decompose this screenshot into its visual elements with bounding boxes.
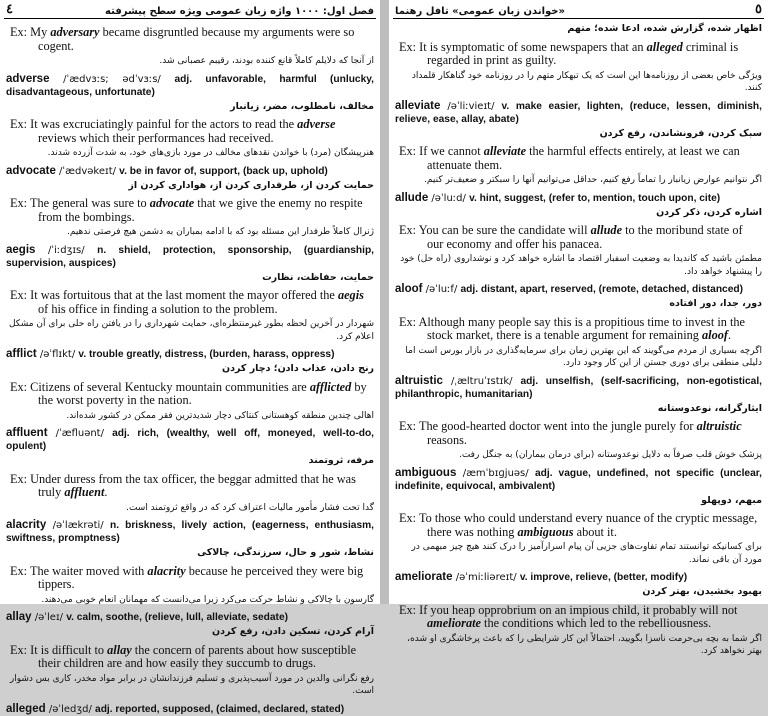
- example-sentence: [395, 316, 762, 343]
- example-text: reasons.: [427, 432, 467, 447]
- pronunciation: /æmˈbɪɡjuəs/: [456, 467, 535, 479]
- book-gutter: [380, 0, 389, 604]
- example-text: became disgruntled because my arguments were so cogent.: [38, 25, 355, 53]
- persian-definition: رنج دادن، عذاب دادن؛ دچار کردن: [221, 363, 374, 374]
- right-running-head: [393, 0, 764, 19]
- persian-definition: ایثارگرانه، نوعدوستانه: [657, 402, 762, 414]
- pronunciation: /əˈmiːliəreɪt/: [452, 572, 520, 583]
- right-page: [389, 0, 768, 656]
- example-label: Ex:: [10, 471, 31, 486]
- persian-translation: اگر نتوانیم عوارض زیانبار را تماماً رفع کنیم، حداقل می‌توانیم آنها را سبکتر و ضعیف‌تر کنیم.: [424, 175, 762, 185]
- persian-translation: برای کسانیکه توانستند تمام تفاوت‌های جزیی آن پیام اسرارآمیز را درک کنند هیچ چیز مبهمی در مورد آن باقی نماند.: [411, 542, 762, 565]
- example-keyword: allay: [107, 642, 132, 657]
- example-text: .: [104, 485, 108, 499]
- persian-definition: مرفه، ثروتمند: [308, 455, 374, 466]
- example-label: Ex:: [399, 419, 419, 433]
- entry-headword: [395, 100, 762, 126]
- example-label: Ex:: [399, 144, 420, 158]
- pronunciation: /əˈliːvieɪt/: [440, 100, 502, 112]
- entry-headword: [6, 73, 374, 99]
- example-text: about it.: [573, 524, 617, 539]
- example-sentence: [395, 145, 762, 172]
- example-label: Ex:: [10, 196, 30, 210]
- persian-definition: بهبود بخشیدن، بهتر کردن: [642, 586, 762, 597]
- left-page-number: ٤: [6, 1, 13, 16]
- right-entries: [389, 19, 768, 658]
- example-keyword: adversary: [50, 25, 100, 39]
- example-sentence: [6, 473, 374, 500]
- persian-definition: حمایت کردن از، طرفداری کردن از، هواداری کردن از: [128, 179, 374, 191]
- right-running-title: «خواندن زبان عمومی» تافل رهنما: [395, 6, 565, 17]
- gloss: v. make easier, lighten, (reduce, lessen, diminish, relieve, ease, allay, abate): [395, 100, 762, 125]
- headword: ameliorate: [395, 571, 453, 583]
- gloss: v. be in favor of, support, (back up, uphold): [119, 165, 328, 177]
- headword: allay: [6, 611, 32, 623]
- entry-headword: [395, 375, 762, 401]
- example-text: to the moribund state of our economy and offer his panacea.: [427, 223, 743, 251]
- example-keyword: ameliorate: [427, 616, 481, 630]
- example-sentence: [395, 41, 762, 68]
- headword: aloof: [395, 283, 423, 295]
- persian-translation: گارسون با چالاکی و نشاط حرکت می‌کرد زیرا می‌دانست که مهمانان انعام خوبی می‌دهند.: [41, 594, 374, 605]
- headword: alacrity: [6, 519, 47, 531]
- pronunciation: /ˈædvəkeɪt/: [55, 165, 120, 177]
- entry-headword: [6, 611, 374, 624]
- gloss: adj. vague, undefined, not specific (unclear, indefinite, equivocal, ambivalent): [395, 467, 762, 492]
- persian-definition: حمایت، حفاظت، نظارت: [262, 271, 374, 283]
- headword: aegis: [6, 243, 36, 256]
- example-keyword: alleged: [646, 39, 683, 54]
- persian-definition: اشاره کردن، ذکر کردن: [656, 206, 762, 218]
- example-label: Ex:: [10, 642, 31, 657]
- entry-headword: [6, 703, 374, 716]
- persian-translation: پزشک خوش قلب صرفاً به دلایل نوعدوستانه (برای درمان بیماران) به جنگل رفت.: [458, 450, 762, 460]
- example-text: reviews which their performances had received.: [38, 130, 274, 145]
- headword: altruistic: [395, 374, 443, 387]
- example-text: To those who could understand every nuance of the cryptic message, there was nothing: [418, 511, 758, 539]
- entry-headword: [6, 427, 374, 453]
- entry-headword: [6, 519, 374, 545]
- gloss: n. briskness, lively action, (eagerness, enthusiasm, swiftness, promptness): [6, 520, 374, 544]
- gloss: adj. distant, apart, reserved, (remote, detached, distanced): [460, 284, 744, 295]
- pronunciation: /ˈiːdʒɪs/: [35, 244, 98, 256]
- example-text: that we give the enemy no respite from the bombings.: [38, 196, 363, 224]
- example-text: It was excruciatingly painful for the actors to read the: [30, 117, 298, 131]
- left-running-head: [4, 0, 376, 19]
- pronunciation: /əˈflɪkt/: [36, 349, 79, 360]
- gloss: v. improve, relieve, (better, modify): [519, 572, 688, 583]
- example-keyword: aloof: [702, 328, 728, 342]
- gloss: v. calm, soothe, (relieve, lull, alleviate, sedate): [66, 612, 289, 623]
- gloss: n. shield, protection, sponsorship, (guardianship, supervision, auspices): [6, 244, 374, 269]
- example-text: Although many people say this is a propitious time to invest in the stock market, there is a tenable argument for remaining: [418, 314, 746, 342]
- entry-headword: [395, 283, 762, 296]
- example-text: It was fortuitous that at the last moment the mayor offered the: [30, 288, 338, 302]
- persian-definition: نشاط، شور و حال، سرزندگی، چالاکی: [197, 547, 374, 558]
- example-text: It is symptomatic of some newspapers that an: [419, 39, 647, 54]
- example-text: The waiter moved with: [29, 563, 148, 578]
- example-keyword: alacrity: [147, 563, 186, 578]
- entry-headword: [395, 467, 762, 493]
- example-sentence: [395, 512, 762, 539]
- example-label: Ex:: [399, 602, 420, 617]
- gloss: adj. unselfish, (self-sacrificing, non-egotistical, philanthropic, humanitarian): [395, 375, 762, 400]
- example-text: The general was sure to: [29, 196, 150, 210]
- persian-translation: رفع نگرانی والدین در مورد آسیب‌پذیری و تسلیم فرزندانشان در برابر مواد مخدر، کاری بس دشوار است.: [9, 673, 374, 696]
- example-text: of his office in finding a solution to the problem.: [38, 301, 278, 316]
- headword: affluent: [6, 427, 48, 439]
- left-running-title: فصل اول: ۱۰۰۰ واژه زبان عمومی ویژه سطح پیشرفته: [105, 6, 374, 17]
- example-keyword: advocate: [149, 196, 195, 210]
- example-sentence: [395, 420, 762, 447]
- persian-definition: سبک کردن، فرونشاندن، رفع کردن: [599, 127, 762, 139]
- entry-headword: [395, 571, 762, 584]
- example-keyword: alleviate: [483, 144, 527, 158]
- left-page: [0, 0, 380, 715]
- pronunciation: /əˈluːf/: [422, 284, 461, 295]
- persian-translation: از آنجا که دلایلم کاملاً قانع کننده بودند، رقیبم عصبانی شد.: [159, 56, 374, 66]
- example-keyword: affluent: [64, 485, 105, 499]
- example-text: The good-hearted doctor went into the jungle purely for: [418, 419, 697, 433]
- example-label: Ex:: [399, 314, 419, 329]
- persian-translation: هنرپیشگان (مرد) با خواندن نقدهای مخالف در مورد بازی‌های خود، به شدت آزرده شدند.: [47, 148, 374, 158]
- gloss: v. trouble greatly, distress, (burden, harass, oppress): [78, 349, 335, 360]
- example-label: Ex:: [399, 511, 419, 525]
- headword: alleviate: [395, 99, 441, 112]
- example-keyword: ambiguous: [517, 524, 574, 539]
- example-label: Ex:: [399, 223, 419, 237]
- example-sentence: [6, 197, 374, 224]
- pronunciation: /əˈlækrəti/: [46, 520, 111, 531]
- headword: advocate: [6, 164, 56, 177]
- headword: allude: [395, 191, 429, 204]
- example-text: criminal is regarded in print as guilty.: [427, 39, 739, 67]
- persian-translation: ویژگی خاص بعضی از روزنامه‌ها این است که یک تبهکار متهم را در روزنامه خود گناهکار قلمداد کنند.: [411, 70, 762, 93]
- example-label: Ex:: [10, 379, 31, 394]
- entry-headword: [6, 244, 374, 270]
- pronunciation: /ˌæltruˈɪstɪk/: [442, 375, 521, 387]
- persian-translation: مطمئن باشید که کاندیدا به وضعیت اسفبار اقتصاد ما اشاره خواهد کرد و نوشداروی (راه حل) خود را پیشنهاد خواهد داد.: [400, 254, 762, 277]
- headword: ambiguous: [395, 466, 457, 479]
- example-text: My: [30, 25, 51, 39]
- example-sentence: [6, 118, 374, 145]
- example-text: the concern of parents about how susceptible their children are and how easily they succumb to drugs.: [38, 642, 357, 670]
- example-label: Ex:: [399, 39, 420, 54]
- persian-definition: آرام کردن، تسکین دادن، رفع کردن: [211, 626, 374, 637]
- headword: adverse: [6, 72, 50, 85]
- example-sentence: [395, 224, 762, 251]
- gloss: adj. rich, (wealthy, well off, moneyed, well-to-do, opulent): [6, 428, 375, 452]
- example-sentence: [6, 289, 374, 316]
- example-keyword: adverse: [297, 117, 336, 131]
- headword: afflict: [6, 348, 37, 360]
- persian-translation: اگرچه بسیاری از مردم می‌گویند که این بهترین زمان برای سرمایه‌گذاری در بازار بورس است اما دلیلی منطقی برای دوری جستن از این کار وجود دارد.: [405, 345, 762, 368]
- example-label: Ex:: [10, 25, 31, 39]
- gloss: adj. unfavorable, harmful (unlucky, disadvantageous, unfortunate): [6, 73, 375, 98]
- pronunciation: /ˈædvɜːs; ədˈvɜːs/: [49, 73, 175, 85]
- example-keyword: allude: [590, 223, 623, 237]
- example-text: It is difficult to: [30, 642, 108, 657]
- example-label: Ex:: [10, 288, 31, 302]
- example-text: If you heap opprobrium on an impious child, it probably will not: [419, 602, 738, 617]
- persian-definition: دور، جدا، دور افتاده: [669, 298, 762, 309]
- pronunciation: /əˈluːd/: [428, 192, 470, 204]
- example-keyword: afflicted: [309, 379, 352, 394]
- example-label: Ex:: [10, 563, 30, 578]
- persian-translation: ژنرال کاملاً طرفدار این مسئله بود که با ادامه بمباران به دشمن هیچ فرصتی ندهیم.: [66, 227, 374, 237]
- gloss: adj. reported, supposed, (claimed, declared, stated): [95, 703, 345, 715]
- headword: alleged: [6, 702, 46, 715]
- gloss: v. hint, suggest, (refer to, mention, touch upon, cite): [469, 192, 721, 204]
- example-text: Under duress from the tax officer, the beggar admitted that he was truly: [30, 471, 356, 499]
- example-text: You can be sure the candidate will: [418, 223, 591, 237]
- pronunciation: /əˈledʒd/: [45, 703, 96, 715]
- entry-headword: [395, 192, 762, 205]
- persian-definition: مبهم، دوپهلو: [701, 494, 762, 506]
- example-text: If we cannot: [419, 144, 484, 158]
- example-text: because he perceived they were big tippers.: [38, 563, 364, 591]
- example-text: .: [727, 328, 732, 342]
- persian-translation: شهردار در آخرین لحظه بطور غیرمنتظره‌ای، حمایت شهرداری را در یافتن راه حلی برای آن مشکل اعلام کرد.: [8, 319, 374, 342]
- example-label: Ex:: [10, 117, 31, 131]
- persian-definition: اظهار شده، گزارش شده، ادعا شده؛ متهم: [567, 23, 762, 34]
- example-sentence: [6, 381, 374, 408]
- persian-translation: گدا تحت فشار مأمور مالیات اعتراف کرد که در واقع ثروتمند است.: [126, 502, 374, 513]
- left-entries: [0, 19, 380, 716]
- entry-headword: [6, 348, 374, 361]
- persian-translation: اهالی چندین منطقه کوهستانی کنتاکی دچار شدیدترین فقر ممکن در کشور شده‌اند.: [66, 410, 374, 421]
- example-text: by the worst poverty in the nation.: [38, 379, 367, 407]
- example-sentence: [6, 565, 374, 592]
- example-keyword: altruistic: [696, 419, 742, 433]
- example-keyword: aegis: [337, 288, 364, 302]
- persian-definition: مخالف، نامطلوب، مضر، زیانبار: [230, 100, 374, 112]
- example-sentence: [6, 26, 374, 53]
- persian-translation: اگر شما به بچه بی‌حرمت ناسزا بگویید، احتمالاً این کار شرایطی را که باعث پرخاشگری او شده، بهتر نخواهد کرد.: [407, 633, 762, 656]
- pronunciation: /ˈæfluənt/: [47, 428, 113, 439]
- example-sentence: [395, 604, 762, 631]
- example-text: Citizens of several Kentucky mountain communities are: [30, 379, 310, 394]
- example-text: the harmful effects entirely, at least we can attenuate them.: [427, 144, 740, 172]
- example-text: the conditions which led to the rebelliousness.: [480, 616, 712, 630]
- entry-headword: [6, 165, 374, 178]
- pronunciation: /əˈleɪ/: [31, 612, 67, 623]
- right-page-number: ٥: [755, 1, 762, 16]
- example-sentence: [6, 644, 374, 671]
